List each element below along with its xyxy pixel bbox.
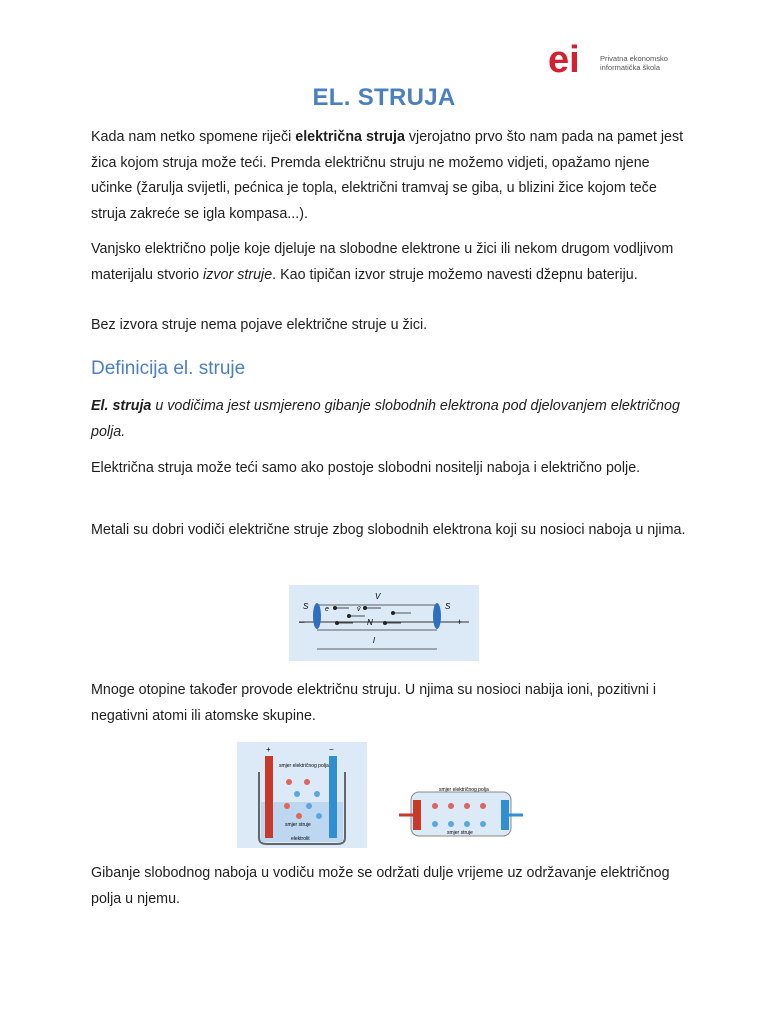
bold-term: električna struja [295,129,405,145]
minus-label: − [329,745,334,754]
plus-label: + [266,745,271,754]
paragraph-metals: Metali su dobri vodiči električne struje zbog slobodnih elektrona koji su nosioci naboja u njima. [91,522,686,538]
text: Kada nam netko spomene riječi [91,129,296,145]
cathode [501,800,509,830]
page-title: EL. STRUJA [312,84,456,111]
anode [265,756,273,838]
italic-term: izvor struje [203,266,273,283]
ion-tube-figure [391,780,531,848]
label-n: N [367,618,373,627]
label-velocity: v̄ [357,606,361,613]
current-label: smjer struje [285,822,311,828]
logo-text [600,54,668,72]
paragraph-field [91,237,691,288]
conductor-figure [289,585,479,661]
label-s-right: S [445,602,451,611]
field-label: smjer električnog polja [279,763,329,769]
conductor-diagram [289,585,479,661]
paragraph-definition [91,394,691,445]
cross-section-right [433,603,441,629]
electrolyte-diagram [237,742,367,848]
paragraph-solutions: Mnoge otopine također provode električnu struju. U njima su nosioci nabija ioni, pozitivni i negativni atomi ili atomske skupine. [91,682,657,724]
cross-section-left [313,603,321,629]
label-v: V [375,592,381,601]
cathode [329,756,337,838]
current-label: smjer struje [447,830,473,836]
label-plus: + [457,617,463,627]
text: vjerojatno prvo što nam pada na pamet jest žica kojom struja može teći. Premda električnu struju ne možemo vidjeti, opažamo njene učinke (žarulja svijetli, pećnica je topla, električni tramvaj se giba, u blizini žice kojom teče struja zakreće se igla kompasa...). [91,129,684,222]
label-l: l [373,636,375,645]
logo-line-2: informatička škola [600,63,661,72]
text: Vanjsko električno polje koje djeluje na slobodne elektrone u žici ili nekom drugom vodljivom materijalu stvorio [91,241,674,283]
field-label: smjer električnog polja [439,787,489,793]
ion-tube-diagram [391,780,531,848]
electrolyte-label: elektrolit [291,836,310,842]
label-e: e [325,606,329,613]
label-minus: – [299,617,305,628]
electrolyte-figure [237,742,367,848]
paragraph-intro [91,125,691,227]
anode [413,800,421,830]
paragraph-carriers: Električna struja može teći samo ako postoje slobodni nositelji naboja i električno polje. [91,460,641,476]
label-s-left: S [303,602,309,611]
text: . Kao tipičan izvor struje možemo navesti džepnu bateriju. [272,266,638,283]
section-heading: Definicija el. struje [91,358,246,379]
paragraph-source: Bez izvora struje nema pojave električne struje u žici. [91,317,428,333]
school-logo [548,42,688,82]
logo-line-1: Privatna ekonomsko [600,54,668,63]
logo-mark: ei [548,42,580,78]
text: u vodičima jest usmjereno gibanje slobodnih elektrona pod djelovanjem električnog polja. [91,398,680,440]
bold-term: El. struja [91,398,152,414]
ei-logo-icon [548,42,596,78]
paragraph-conclusion: Gibanje slobodnog naboja u vodiču može se održati dulje vrijeme uz održavanje električnog polja u njemu. [91,865,670,907]
